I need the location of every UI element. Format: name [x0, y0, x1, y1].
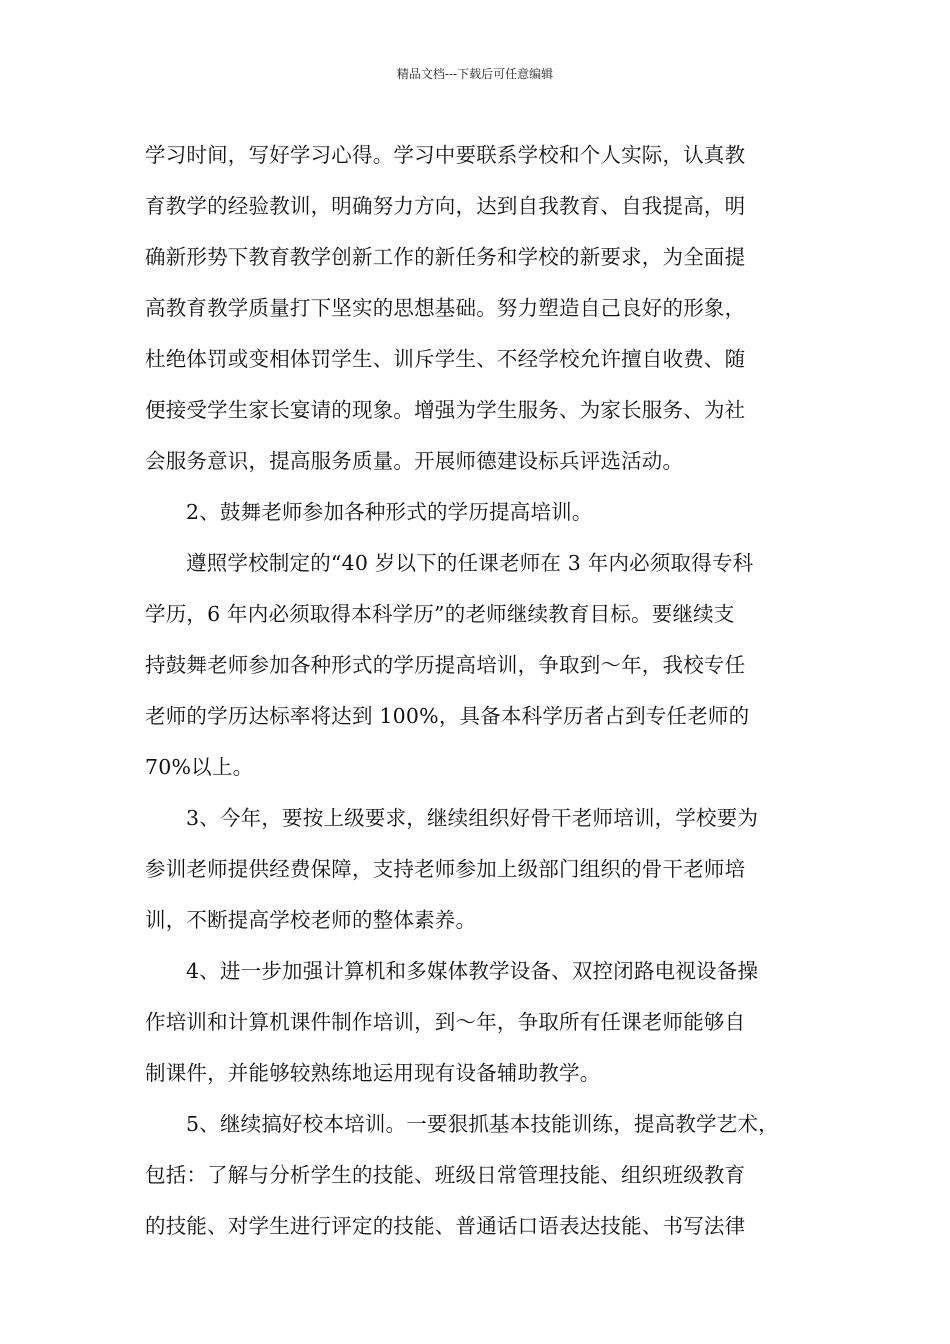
text-line: 确新形势下教育教学创新工作的新任务和学校的新要求，为全面提: [145, 245, 746, 269]
paragraph: [145, 793, 810, 946]
text-line: 育教学的经验教训，明确努力方向，达到自我教育、自我提高，明: [145, 194, 746, 218]
text-line: 训，不断提高学校老师的整体素养。: [145, 908, 477, 932]
text-line: 便接受学生家长宴请的现象。增强为学生服务、为家长服务、为社: [145, 398, 746, 422]
text-line: 老师的学历达标率将达到 100%，具备本科学历者占到专任老师的: [145, 704, 750, 728]
text-line: 杜绝体罚或变相体罚学生、训斥学生、不经学校允许擅自收费、随: [145, 347, 746, 371]
text-line: 高教育教学质量打下坚实的思想基础。努力塑造自己良好的形象，: [145, 296, 746, 320]
text-line: 的技能、对学生进行评定的技能、普通话口语表达技能、书写法律: [145, 1214, 746, 1238]
text-line: 参训老师提供经费保障，支持老师参加上级部门组织的骨干老师培: [145, 857, 746, 881]
text-line: 持鼓舞老师参加各种形式的学历提高培训，争取到～年，我校专任: [145, 653, 746, 677]
paragraph: [145, 1099, 810, 1252]
text-line: 遵照学校制定的“40 岁以下的任课老师在 3 年内必须取得专科: [186, 551, 754, 575]
text-line: 学历，6 年内必须取得本科学历”的老师继续教育目标。要继续支: [145, 602, 735, 626]
text-line: 4、进一步加强计算机和多媒体教学设备、双控闭路电视设备操: [186, 959, 759, 983]
text-line: 70%以上。: [145, 755, 254, 779]
paragraph: [145, 538, 810, 793]
text-line: 作培训和计算机课件制作培训，到～年，争取所有任课老师能够自: [145, 1010, 746, 1034]
text-line: 会服务意识，提高服务质量。开展师德建设标兵评选活动。: [145, 449, 684, 473]
text-line: 学习时间，写好学习心得。学习中要联系学校和个人实际，认真教: [145, 143, 746, 167]
text-line: 制课件，并能够较熟练地运用现有设备辅助教学。: [145, 1061, 601, 1085]
text-line: 2、鼓舞老师参加各种形式的学历提高培训。: [186, 500, 593, 524]
document-body: [145, 130, 810, 1252]
paragraph: [145, 946, 810, 1099]
page-header: 精品文档---下载后可任意编辑: [396, 67, 554, 81]
paragraph-heading: [145, 487, 810, 538]
text-line: 包括：了解与分析学生的技能、班级日常管理技能、组织班级教育: [145, 1163, 746, 1187]
text-line: 3、今年，要按上级要求，继续组织好骨干老师培训，学校要为: [186, 806, 759, 830]
text-line: 5、继续搞好校本培训。一要狠抓基本技能训练，提高教学艺术，: [186, 1112, 779, 1136]
paragraph: [145, 130, 810, 487]
